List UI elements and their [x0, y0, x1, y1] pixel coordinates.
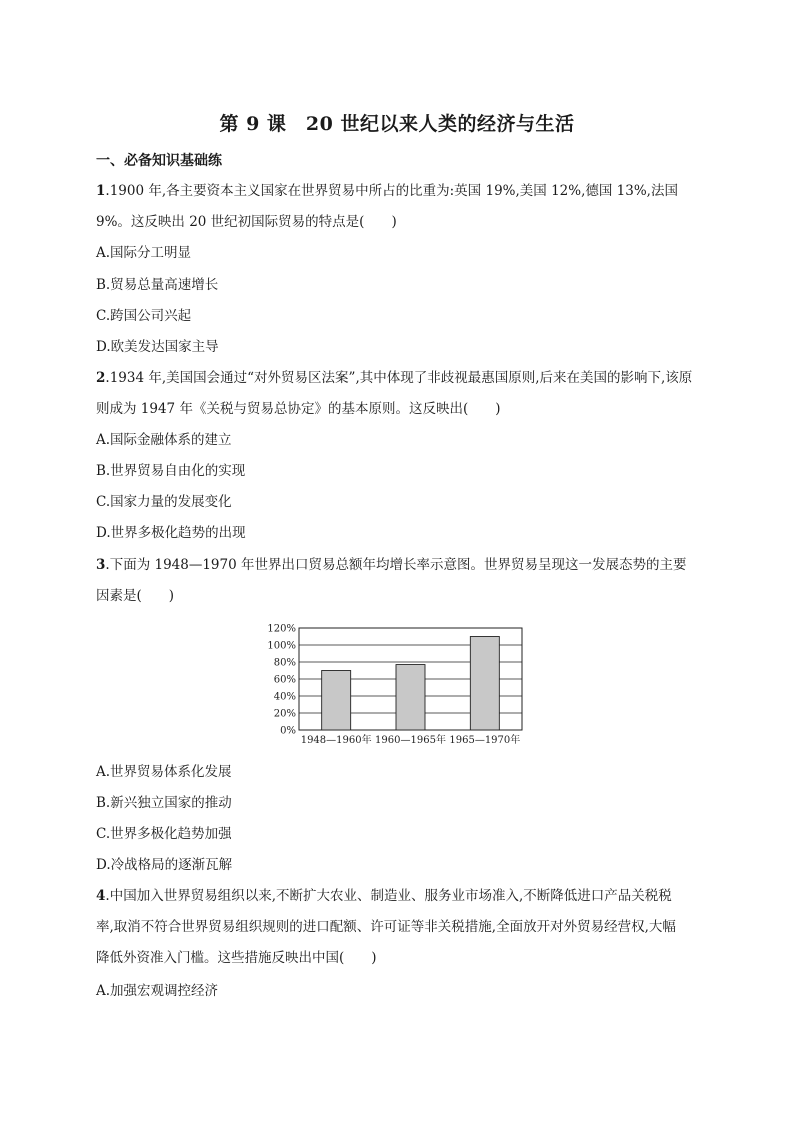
x-tick-label: 1948—1960年	[300, 735, 372, 746]
question-text: .1934 年,美国国会通过“对外贸易区法案”,其中体现了非歧视最惠国原则,后来在美国的影响下,该原	[105, 370, 693, 386]
option-c[interactable]: C.国家力量的发展变化	[96, 494, 232, 510]
bar	[470, 637, 499, 731]
y-tick-label: 100%	[267, 640, 296, 652]
option-b[interactable]: B.新兴独立国家的推动	[96, 795, 232, 811]
page-title: 第 9 课 20 世纪以来人类的经济与生活	[219, 113, 575, 135]
y-tick-label: 80%	[273, 657, 296, 669]
question-1-line-1	[96, 185, 678, 199]
bar	[396, 665, 425, 730]
option-a[interactable]: A.国际金融体系的建立	[96, 432, 232, 448]
option-a[interactable]: A.加强宏观调控经济	[96, 983, 219, 999]
question-4-line-2: 率,取消不符合世界贸易组织规则的进口配额、许可证等非关税措施,全面放开对外贸易经营权,大幅	[96, 919, 676, 935]
question-number: 2	[96, 370, 106, 386]
question-text: .下面为 1948—1970 年世界出口贸易总额年均增长率示意图。世界贸易呈现这一发展态势的主要	[105, 557, 687, 573]
question-text: .1900 年,各主要资本主义国家在世界贸易中所占的比重为:英国 19%,美国 12%,德国 13%,法国	[105, 183, 678, 199]
question-4-line-3: 降低外资准入门槛。这些措施反映出中国( )	[96, 950, 377, 966]
option-d[interactable]: D.冷战格局的逐渐瓦解	[96, 857, 233, 873]
question-number: 4	[96, 888, 106, 904]
option-d[interactable]: D.世界多极化趋势的出现	[96, 525, 246, 541]
y-tick-label: 40%	[273, 691, 296, 703]
question-3-line-1	[96, 559, 687, 573]
growth-rate-bar-chart	[264, 622, 534, 754]
question-text: .中国加入世界贸易组织以来,不断扩大农业、制造业、服务业市场准入,不断降低进口产品关税税	[105, 888, 672, 904]
question-number: 3	[96, 557, 106, 573]
option-b[interactable]: B.世界贸易自由化的实现	[96, 463, 246, 479]
option-a[interactable]: A.国际分工明显	[96, 245, 192, 261]
bar	[322, 671, 351, 731]
section-heading: 一、必备知识基础练	[96, 153, 222, 169]
option-c[interactable]: C.世界多极化趋势加强	[96, 826, 232, 842]
option-c[interactable]: C.跨国公司兴起	[96, 308, 192, 324]
y-tick-label: 0%	[280, 725, 296, 737]
question-4-line-1	[96, 890, 672, 904]
x-tick-label: 1960—1965年	[375, 735, 446, 746]
question-2-line-1	[96, 372, 692, 386]
y-tick-label: 60%	[273, 674, 296, 686]
y-tick-label: 20%	[273, 708, 296, 720]
question-2-line-2: 则成为 1947 年《关税与贸易总协定》的基本原则。这反映出( )	[96, 401, 501, 417]
option-d[interactable]: D.欧美发达国家主导	[96, 339, 219, 355]
option-b[interactable]: B.贸易总量高速增长	[96, 277, 219, 293]
option-a[interactable]: A.世界贸易体系化发展	[96, 764, 232, 780]
question-number: 1	[96, 183, 106, 199]
y-tick-label: 120%	[267, 623, 296, 635]
question-1-line-2: 9%。这反映出 20 世纪初国际贸易的特点是( )	[96, 214, 397, 230]
question-3-line-2: 因素是( )	[96, 588, 175, 604]
x-tick-label: 1965—1970年	[449, 735, 521, 746]
